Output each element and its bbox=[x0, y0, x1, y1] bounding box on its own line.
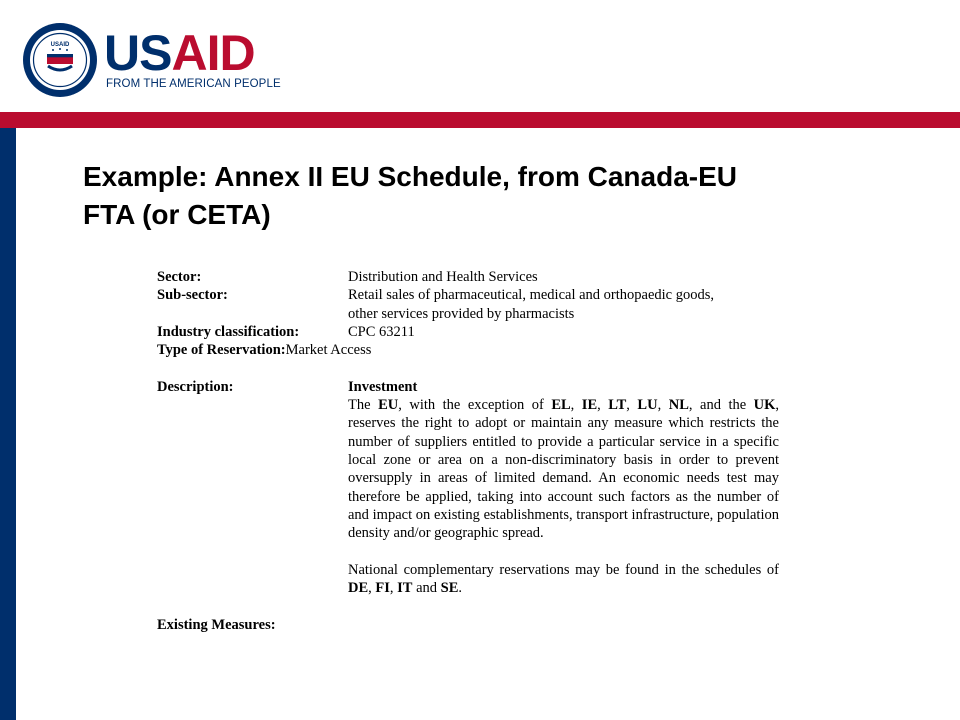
subsector-row bbox=[157, 286, 797, 323]
industry-label: Industry classification: bbox=[157, 323, 300, 340]
sector-value: Distribution and Health Services bbox=[348, 269, 538, 285]
para1-bold: EL bbox=[551, 397, 571, 414]
existing-measures-row bbox=[157, 616, 797, 634]
slide-title-line2: FTA (or CETA) bbox=[83, 199, 271, 230]
reservation-label: Type of Reservation: bbox=[157, 342, 286, 359]
red-divider-bar bbox=[0, 112, 960, 128]
para2-bold: DE bbox=[348, 580, 369, 597]
subsector-label: Sub-sector: bbox=[157, 287, 228, 304]
industry-value: CPC 63211 bbox=[348, 323, 415, 340]
para1-text: , bbox=[570, 397, 582, 414]
para1-text: , bbox=[626, 397, 638, 414]
para2-bold: SE bbox=[440, 580, 459, 597]
reservation-row bbox=[157, 341, 797, 359]
existing-measures-label: Existing Measures: bbox=[157, 616, 276, 633]
description-label: Description: bbox=[157, 378, 234, 395]
para1-bold: UK bbox=[753, 397, 776, 414]
sector-row bbox=[157, 268, 797, 286]
para2-bold: FI bbox=[375, 580, 390, 597]
description-heading: Investment bbox=[348, 378, 418, 395]
para1-bold: LU bbox=[637, 397, 658, 414]
para2-text: National complementary reservations may be found in the schedules of bbox=[348, 561, 779, 578]
para1-text: , reserves the right to adopt or maintain any measure which restricts the number of suppliers entitled to provide a particular service in a specific local zone or area on a non-discriminatory basis in order to prevent oversupply in areas of limited demand. An economic needs test may therefore be applied, taking into account such factors as the number of and impact on existing establishments, transport infrastructure, population density and/or geographic spread. bbox=[348, 397, 780, 542]
header bbox=[0, 0, 960, 112]
subsector-line1: Retail sales of pharmaceutical, medical and orthopaedic goods, bbox=[348, 287, 714, 304]
description-row bbox=[157, 378, 797, 598]
slide-title bbox=[83, 158, 903, 234]
sector-label: Sector: bbox=[157, 269, 202, 285]
para1-text: The bbox=[348, 397, 379, 414]
spacer bbox=[157, 359, 797, 377]
para1-text: , and the bbox=[688, 397, 754, 414]
subsector-line2: other services provided by pharmacists bbox=[348, 305, 575, 322]
blue-side-bar bbox=[0, 128, 16, 720]
wordmark-aid: AID bbox=[171, 25, 255, 81]
description-paragraph-1 bbox=[348, 396, 779, 542]
description-value bbox=[348, 378, 779, 598]
para1-text: , bbox=[597, 397, 609, 414]
subsector-value bbox=[348, 286, 779, 323]
slide-title-line1: Example: Annex II EU Schedule, from Canada-EU bbox=[83, 161, 738, 192]
para2-text: , bbox=[368, 580, 376, 597]
description-paragraph-2 bbox=[348, 561, 779, 598]
para1-bold: EU bbox=[378, 397, 399, 414]
para1-text: , bbox=[657, 397, 669, 414]
reservation-value: Market Access bbox=[285, 342, 372, 359]
spacer bbox=[348, 542, 779, 560]
spacer bbox=[157, 597, 797, 615]
schedule-excerpt bbox=[157, 268, 797, 634]
logo-tagline: FROM THE AMERICAN PEOPLE bbox=[106, 78, 281, 90]
para2-bold: IT bbox=[397, 580, 413, 597]
usaid-seal-icon bbox=[22, 22, 98, 98]
wordmark-us: US bbox=[104, 25, 172, 81]
para2-text: , bbox=[389, 580, 398, 597]
para2-text: and bbox=[412, 580, 441, 597]
industry-row bbox=[157, 323, 797, 341]
para1-bold: IE bbox=[581, 397, 598, 414]
seal-label: USAID bbox=[50, 42, 70, 48]
para1-bold: LT bbox=[608, 397, 627, 414]
usaid-wordmark bbox=[104, 25, 255, 81]
para2-text: . bbox=[458, 580, 463, 597]
para1-text: , with the exception of bbox=[398, 397, 552, 414]
para1-bold: NL bbox=[668, 397, 689, 414]
